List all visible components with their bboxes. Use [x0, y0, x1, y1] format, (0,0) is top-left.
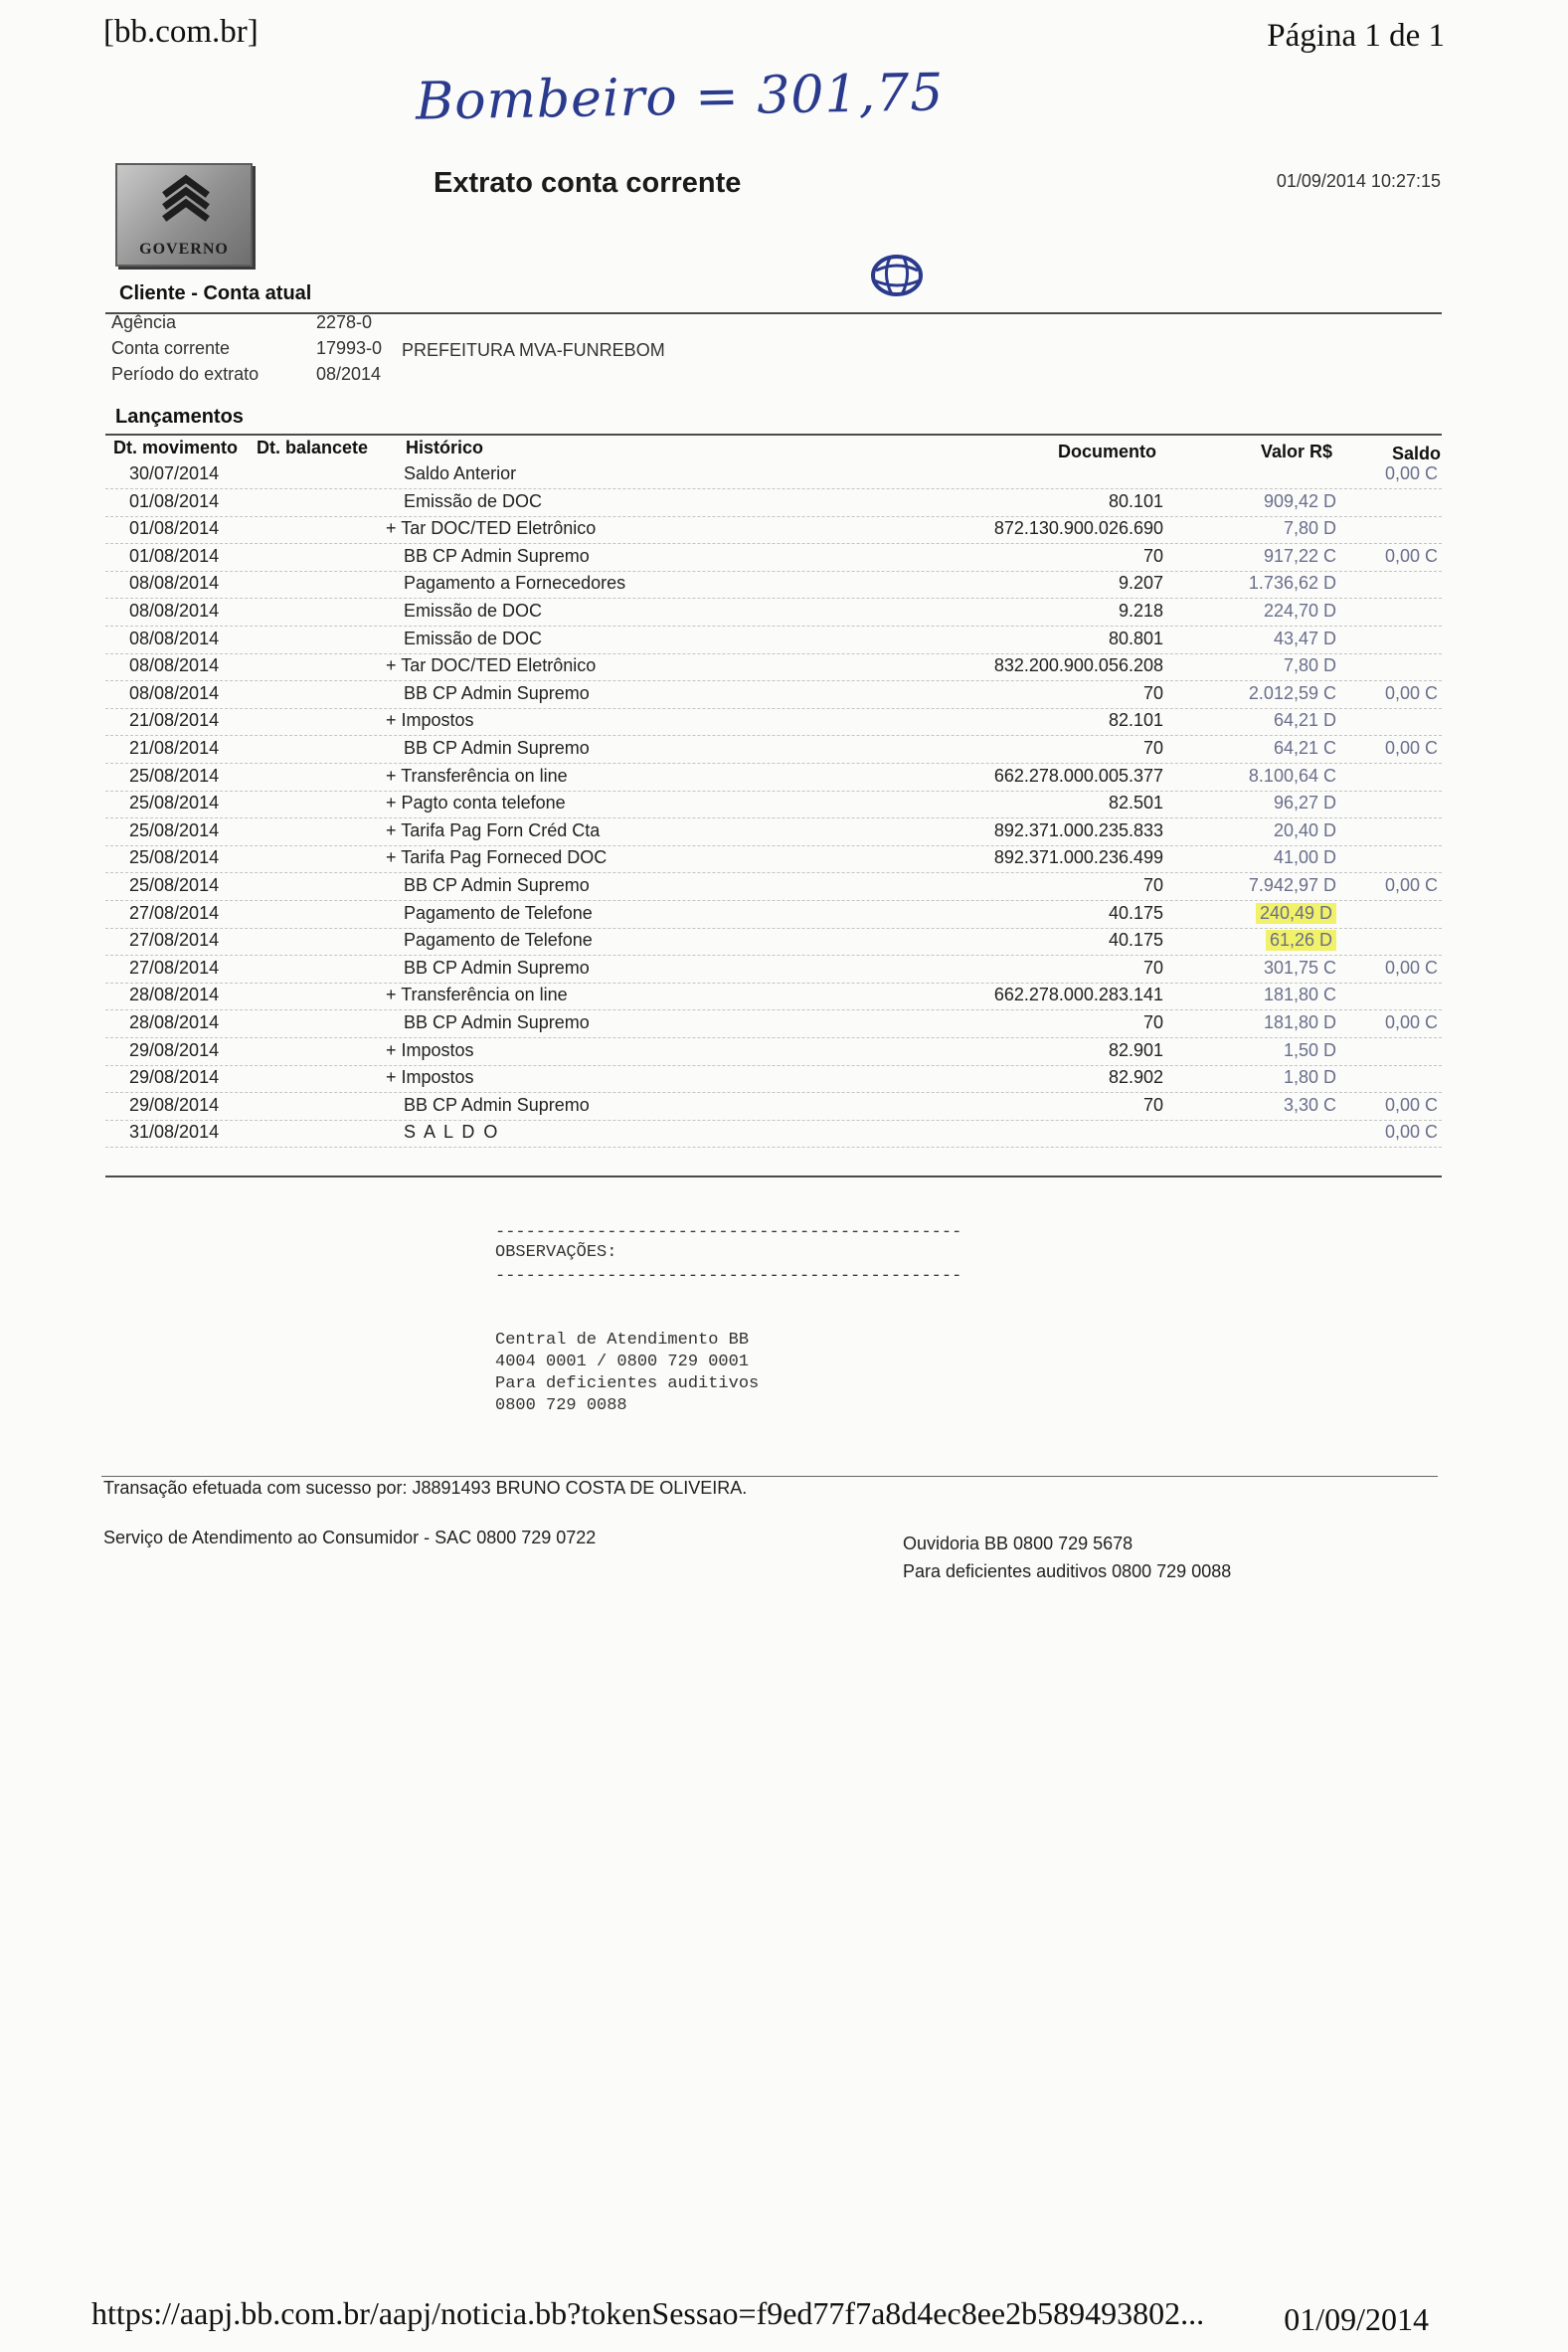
sac-text: Serviço de Atendimento ao Consumidor - SAC 0800 729 0722	[103, 1528, 597, 1547]
row-saldo: 0,00 C	[1384, 875, 1438, 895]
table-row	[105, 489, 1442, 517]
row-valor: 1,80 D	[1283, 1067, 1336, 1088]
table-end-divider	[105, 1176, 1442, 1177]
table-row	[105, 544, 1442, 572]
table-row	[105, 736, 1442, 764]
central-line: 0800 729 0088	[495, 1396, 627, 1415]
row-documento: 892.371.000.236.499	[993, 847, 1163, 868]
row-saldo: 0,00 C	[1384, 738, 1438, 758]
table-row	[105, 928, 1442, 956]
row-saldo: 0,00 C	[1384, 1094, 1438, 1115]
row-date: 31/08/2014	[129, 1122, 220, 1143]
table-row	[105, 764, 1442, 792]
row-date: 28/08/2014	[129, 1012, 220, 1032]
conta-name: PREFEITURA MVA-FUNREBOM	[402, 340, 665, 360]
row-date: 08/08/2014	[129, 601, 220, 621]
row-historico: + Pagto conta telefone	[386, 793, 566, 814]
header-dt-balancete: Dt. balancete	[257, 438, 369, 457]
document-datetime: 01/09/2014 10:27:15	[1276, 171, 1441, 191]
row-historico: Emissão de DOC	[404, 490, 543, 511]
row-date: 29/08/2014	[129, 1039, 220, 1060]
agencia-value: 2278-0	[316, 312, 373, 332]
row-valor: 64,21 C	[1273, 738, 1336, 758]
row-date: 27/08/2014	[129, 902, 220, 923]
print-header-site: [bb.com.br]	[103, 14, 259, 50]
row-documento: 892.371.000.235.833	[993, 819, 1163, 840]
print-header-page: Página 1 de 1	[1267, 18, 1445, 54]
row-date: 01/08/2014	[129, 490, 220, 511]
table-row	[105, 791, 1442, 818]
row-historico: BB CP Admin Supremo	[404, 738, 590, 758]
periodo-value: 08/2014	[316, 364, 382, 384]
row-documento: 40.175	[1108, 902, 1163, 923]
central-line: 4004 0001 / 0800 729 0001	[495, 1353, 750, 1371]
central-line: Para deficientes auditivos	[495, 1374, 760, 1393]
row-date: 08/08/2014	[129, 655, 220, 676]
table-row	[105, 818, 1442, 846]
row-historico: Emissão de DOC	[404, 628, 543, 648]
conta-value: 17993-0	[316, 338, 383, 358]
row-valor: 20,40 D	[1273, 819, 1336, 840]
globe-icon	[868, 253, 926, 298]
row-saldo: 0,00 C	[1384, 957, 1438, 978]
transacao-text: Transação efetuada com sucesso por: J8891493 BRUNO COSTA DE OLIVEIRA.	[103, 1478, 748, 1498]
row-date: 29/08/2014	[129, 1067, 220, 1088]
row-valor: 43,47 D	[1273, 628, 1336, 648]
bb-logo	[115, 163, 253, 267]
row-date: 27/08/2014	[129, 930, 220, 951]
lancamentos-section-title: Lançamentos	[115, 406, 244, 428]
ouvidoria-text: Ouvidoria BB 0800 729 5678	[903, 1534, 1133, 1553]
header-documento: Documento	[1058, 442, 1156, 461]
periodo-label: Período do extrato	[111, 364, 260, 384]
agencia-label: Agência	[111, 312, 177, 332]
row-saldo: 0,00 C	[1384, 1122, 1438, 1143]
handwritten-note: Bombeiro = 301,75	[415, 63, 945, 132]
row-historico: + Impostos	[386, 1067, 474, 1088]
row-historico: BB CP Admin Supremo	[404, 1094, 590, 1115]
table-row	[105, 956, 1442, 984]
table-row	[105, 873, 1442, 901]
row-saldo: 0,00 C	[1384, 1012, 1438, 1032]
header-historico: Histórico	[406, 438, 484, 457]
row-documento: 80.101	[1108, 490, 1163, 511]
row-date: 25/08/2014	[129, 765, 220, 786]
row-documento: 70	[1142, 875, 1163, 895]
row-date: 21/08/2014	[129, 738, 220, 758]
footer-divider	[101, 1476, 1438, 1477]
row-saldo: 0,00 C	[1384, 682, 1438, 703]
row-documento: 82.101	[1108, 710, 1163, 731]
row-historico: S A L D O	[404, 1122, 500, 1143]
header-dt-movimento: Dt. movimento	[113, 438, 239, 457]
row-date: 25/08/2014	[129, 847, 220, 868]
row-valor: 96,27 D	[1273, 793, 1336, 814]
row-documento: 82.902	[1108, 1067, 1163, 1088]
row-saldo: 0,00 C	[1384, 545, 1438, 566]
row-valor: 917,22 C	[1263, 545, 1336, 566]
table-row	[105, 1065, 1442, 1093]
row-date: 25/08/2014	[129, 875, 220, 895]
header-valor: Valor R$	[1261, 442, 1333, 461]
row-date: 27/08/2014	[129, 957, 220, 978]
table-row	[105, 516, 1442, 544]
row-documento: 70	[1142, 682, 1163, 703]
row-date: 30/07/2014	[129, 463, 220, 483]
row-valor: 240,49 D	[1256, 903, 1336, 924]
table-row	[105, 1093, 1442, 1121]
row-valor: 224,70 D	[1263, 601, 1336, 621]
row-valor: 64,21 D	[1273, 710, 1336, 731]
row-historico: Saldo Anterior	[404, 463, 517, 483]
row-documento: 82.901	[1108, 1039, 1163, 1060]
row-documento: 80.801	[1108, 628, 1163, 648]
table-row	[105, 461, 1442, 489]
row-valor: 301,75 C	[1263, 957, 1336, 978]
row-saldo: 0,00 C	[1384, 463, 1438, 483]
row-valor: 7,80 D	[1283, 518, 1336, 539]
row-valor: 8.100,64 C	[1248, 765, 1336, 786]
lancamentos-divider	[105, 434, 1442, 436]
table-row	[105, 653, 1442, 681]
table-row	[105, 1120, 1442, 1148]
row-valor: 1,50 D	[1283, 1039, 1336, 1060]
row-valor: 1.736,62 D	[1248, 573, 1336, 594]
row-documento: 9.218	[1118, 601, 1163, 621]
central-line: Central de Atendimento BB	[495, 1331, 750, 1350]
table-row	[105, 901, 1442, 929]
client-section-title: Cliente - Conta atual	[119, 282, 312, 304]
table-row	[105, 571, 1442, 599]
row-date: 28/08/2014	[129, 985, 220, 1005]
row-historico: Pagamento a Fornecedores	[404, 573, 626, 594]
row-historico: + Impostos	[386, 710, 474, 731]
row-documento: 9.207	[1118, 573, 1163, 594]
table-row	[105, 708, 1442, 736]
row-historico: + Impostos	[386, 1039, 474, 1060]
header-saldo: Saldo	[1392, 444, 1442, 463]
client-divider	[105, 312, 1442, 314]
print-footer-date: 01/09/2014	[1284, 2301, 1429, 2337]
ouvidoria-auditivos-text: Para deficientes auditivos 0800 729 0088	[903, 1561, 1232, 1581]
table-row	[105, 1038, 1442, 1066]
row-date: 01/08/2014	[129, 545, 220, 566]
row-historico: + Transferência on line	[386, 765, 568, 786]
row-documento: 70	[1142, 1094, 1163, 1115]
document-title: Extrato conta corrente	[434, 167, 742, 199]
row-valor: 181,80 D	[1263, 1012, 1336, 1032]
row-valor: 909,42 D	[1263, 490, 1336, 511]
table-row	[105, 681, 1442, 709]
row-historico: Emissão de DOC	[404, 601, 543, 621]
row-historico: + Transferência on line	[386, 985, 568, 1005]
row-historico: + Tarifa Pag Forneced DOC	[386, 847, 608, 868]
row-date: 25/08/2014	[129, 819, 220, 840]
row-documento: 662.278.000.005.377	[993, 765, 1163, 786]
row-documento: 70	[1142, 545, 1163, 566]
row-documento: 70	[1142, 1012, 1163, 1032]
row-historico: Pagamento de Telefone	[404, 902, 593, 923]
row-historico: BB CP Admin Supremo	[404, 1012, 590, 1032]
row-valor: 61,26 D	[1266, 930, 1336, 951]
table-row	[105, 627, 1442, 654]
row-historico: BB CP Admin Supremo	[404, 875, 590, 895]
row-date: 21/08/2014	[129, 710, 220, 731]
row-historico: + Tar DOC/TED Eletrônico	[386, 655, 597, 676]
row-documento: 832.200.900.056.208	[993, 655, 1163, 676]
bb-logo-icon	[157, 173, 215, 231]
row-valor: 3,30 C	[1283, 1094, 1336, 1115]
row-documento: 70	[1142, 738, 1163, 758]
row-date: 08/08/2014	[129, 628, 220, 648]
row-valor: 41,00 D	[1273, 847, 1336, 868]
table-row	[105, 599, 1442, 627]
row-historico: + Tar DOC/TED Eletrônico	[386, 518, 597, 539]
row-historico: BB CP Admin Supremo	[404, 957, 590, 978]
row-documento: 70	[1142, 957, 1163, 978]
row-documento: 872.130.900.026.690	[993, 518, 1163, 539]
row-date: 29/08/2014	[129, 1094, 220, 1115]
obs-label: OBSERVAÇÕES:	[495, 1243, 617, 1262]
conta-label: Conta corrente	[111, 338, 231, 358]
row-date: 25/08/2014	[129, 793, 220, 814]
obs-dashes-top: ----------------------------------------------	[495, 1223, 962, 1242]
row-valor: 7,80 D	[1283, 655, 1336, 676]
obs-dashes-bottom: ----------------------------------------------	[495, 1267, 962, 1286]
print-footer-url: https://aapj.bb.com.br/aapj/noticia.bb?tokenSessao=f9ed77f7a8d4ec8ee2b589493802...	[91, 2295, 1205, 2331]
row-valor: 7.942,97 D	[1248, 875, 1336, 895]
row-documento: 40.175	[1108, 930, 1163, 951]
row-historico: Pagamento de Telefone	[404, 930, 593, 951]
row-date: 08/08/2014	[129, 682, 220, 703]
row-valor: 181,80 C	[1263, 985, 1336, 1005]
row-historico: BB CP Admin Supremo	[404, 545, 590, 566]
row-date: 08/08/2014	[129, 573, 220, 594]
table-row	[105, 845, 1442, 873]
row-historico: BB CP Admin Supremo	[404, 682, 590, 703]
table-row	[105, 983, 1442, 1010]
row-documento: 662.278.000.283.141	[993, 985, 1163, 1005]
table-row	[105, 1010, 1442, 1038]
row-historico: + Tarifa Pag Forn Créd Cta	[386, 819, 601, 840]
row-date: 01/08/2014	[129, 518, 220, 539]
logo-text: GOVERNO	[139, 241, 229, 258]
row-documento: 82.501	[1108, 793, 1163, 814]
row-valor: 2.012,59 C	[1248, 682, 1336, 703]
